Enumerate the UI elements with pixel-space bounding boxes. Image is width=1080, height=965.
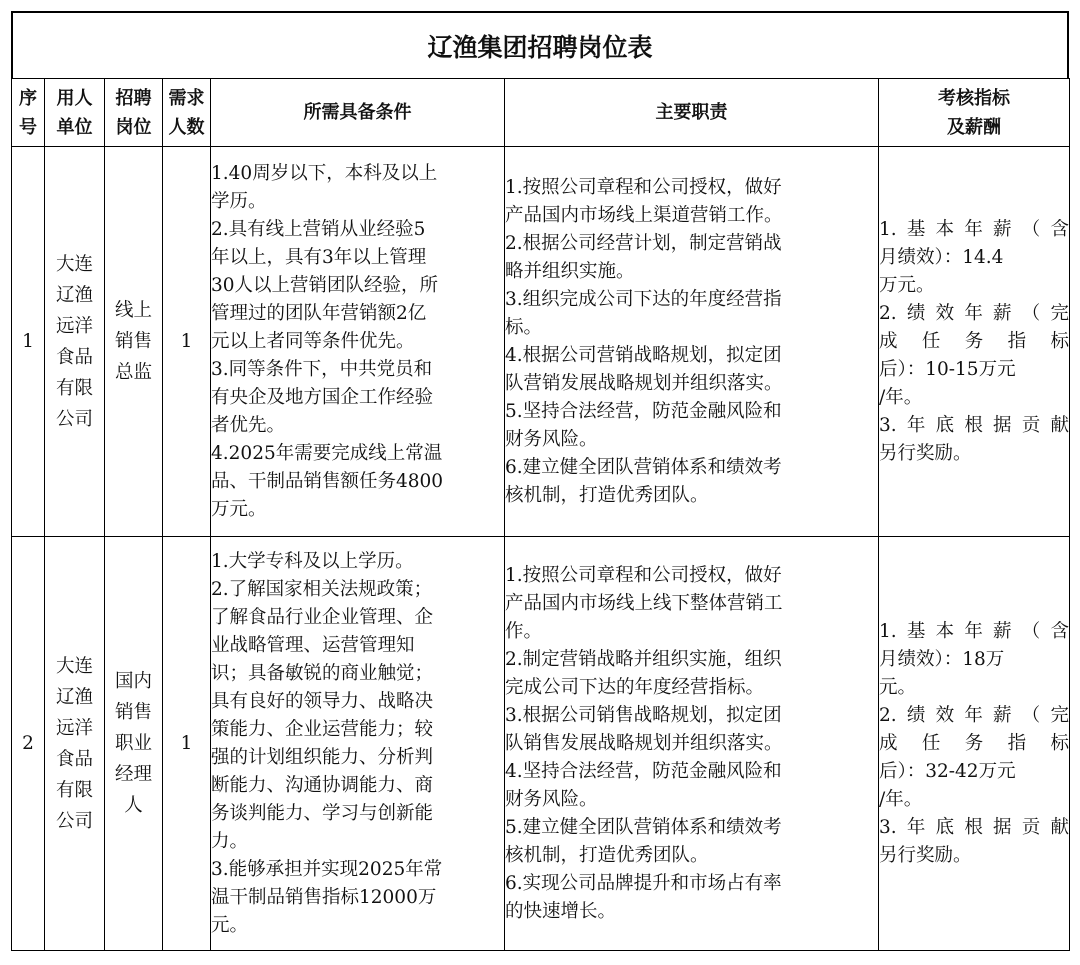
requirements-line: 年以上，具有3年以上管理 [211, 246, 427, 268]
duties-line: 1.按照公司章程和公司授权，做好 [505, 176, 782, 198]
recruitment-sheet [11, 11, 1069, 953]
duties-line: 队销售发展战略规划并组织落实。 [505, 732, 783, 754]
position-line: 销售 [114, 331, 152, 352]
duties-line: 的快速增长。 [505, 900, 617, 922]
unit-line: 公司 [55, 408, 93, 430]
duties-line: 产品国内市场线上线下整体营销工 [505, 592, 783, 614]
duties-line: 1.按照公司章程和公司授权，做好 [505, 564, 782, 586]
duties-line: 6.建立健全团队营销体系和绩效考 [505, 456, 782, 478]
header-requirements: 所需具备条件 [211, 79, 505, 147]
position-line: 销售 [114, 702, 152, 723]
unit-line: 辽渔 [55, 284, 93, 306]
compensation-line: 2.绩效年薪（完 [879, 704, 1069, 726]
row-seq: 1 [12, 147, 45, 537]
document-title: 辽渔集团招聘岗位表 [11, 11, 1069, 78]
requirements-line: 务谈判能力、学习与创新能 [211, 802, 434, 824]
compensation-line: 1.基本年薪（含 [879, 620, 1069, 642]
duties-line: 产品国内市场线上渠道营销工作。 [505, 204, 783, 226]
compensation-line: 后）：32-42万元 [879, 760, 1016, 782]
duties-line: 2.根据公司经营计划，制定营销战 [505, 232, 782, 254]
duties-line: 标。 [505, 316, 543, 338]
requirements-line: 元。 [211, 914, 249, 936]
header-duties: 主要职责 [505, 79, 879, 147]
position-line: 人 [124, 795, 143, 816]
requirements-line: 具有良好的领导力、战略决 [211, 690, 434, 712]
compensation-line: 3.年底根据贡献 [879, 816, 1069, 838]
position-line: 职业 [114, 733, 152, 754]
compensation-line: 另行奖励。 [879, 844, 972, 866]
row-position [105, 537, 163, 951]
duties-line: 队营销发展战略规划并组织落实。 [505, 372, 783, 394]
header-position: 招聘 岗位 [105, 79, 163, 147]
position-line: 线上 [114, 300, 152, 321]
compensation-line: 1.基本年薪（含 [879, 218, 1069, 240]
header-count: 需求 人数 [163, 79, 211, 147]
duties-line: 核机制，打造优秀团队。 [505, 844, 709, 866]
requirements-line: 管理过的团队年营销额2亿 [211, 302, 427, 324]
unit-line: 公司 [55, 810, 93, 832]
row-requirements [211, 147, 505, 537]
requirements-line: 元以上者同等条件优先。 [211, 330, 415, 352]
row-compensation [879, 537, 1070, 951]
duties-line: 财务风险。 [505, 788, 598, 810]
row-seq: 2 [12, 537, 45, 951]
header-row [12, 79, 1070, 147]
table-row [12, 537, 1070, 951]
compensation-line: /年。 [879, 788, 923, 810]
compensation-line: 2.绩效年薪（完 [879, 302, 1069, 324]
duties-line: 4.坚持合法经营，防范金融风险和 [505, 760, 782, 782]
requirements-line: 品、干制品销售额任务4800 [211, 470, 444, 492]
duties-line: 5.建立健全团队营销体系和绩效考 [505, 816, 782, 838]
compensation-line: 后）：10-15万元 [879, 358, 1016, 380]
requirements-line: 温干制品销售指标12000万 [211, 886, 437, 908]
header-compensation: 考核指标 及薪酬 [879, 79, 1070, 147]
row-count: 1 [163, 147, 211, 537]
requirements-line: 万元。 [211, 498, 267, 520]
duties-line: 财务风险。 [505, 428, 598, 450]
requirements-line: 强的计划组织能力、分析判 [211, 746, 434, 768]
compensation-line: 成任务指标 [879, 732, 1069, 754]
header-unit: 用人 单位 [45, 79, 105, 147]
unit-line: 大连 [55, 655, 93, 677]
requirements-line: 业战略管理、运营管理知 [211, 634, 415, 656]
requirements-line: 3.能够承担并实现2025年常 [211, 858, 443, 880]
requirements-line: 力。 [211, 830, 249, 852]
duties-line: 2.制定营销战略并组织实施，组织 [505, 648, 782, 670]
position-line: 总监 [114, 362, 152, 383]
compensation-line: 成任务指标 [879, 330, 1069, 352]
requirements-line: 识；具备敏锐的商业触觉； [211, 662, 434, 684]
duties-line: 作。 [505, 620, 543, 642]
duties-line: 3.组织完成公司下达的年度经营指 [505, 288, 782, 310]
compensation-line: 月绩效）：14.4 [879, 246, 1004, 268]
unit-line: 有限 [55, 779, 93, 801]
duties-line: 核机制，打造优秀团队。 [505, 484, 709, 506]
unit-line: 远洋 [55, 315, 93, 337]
row-unit [45, 537, 105, 951]
unit-line: 食品 [55, 346, 93, 368]
requirements-line: 2.具有线上营销从业经验5 [211, 218, 426, 240]
requirements-line: 有央企及地方国企工作经验 [211, 386, 434, 408]
duties-line: 4.根据公司营销战略规划，拟定团 [505, 344, 782, 366]
row-compensation [879, 147, 1070, 537]
duties-line: 3.根据公司销售战略规划，拟定团 [505, 704, 782, 726]
unit-line: 大连 [55, 253, 93, 275]
requirements-line: 断能力、沟通协调能力、商 [211, 774, 434, 796]
requirements-line: 1.大学专科及以上学历。 [211, 550, 414, 572]
requirements-line: 了解食品行业企业管理、企 [211, 606, 434, 628]
compensation-line: 月绩效）：18万 [879, 648, 1005, 670]
row-requirements [211, 537, 505, 951]
position-line: 经理 [114, 764, 152, 785]
row-duties [505, 147, 879, 537]
unit-line: 远洋 [55, 717, 93, 739]
duties-line: 6.实现公司品牌提升和市场占有率 [505, 872, 782, 894]
table-row [12, 147, 1070, 537]
unit-line: 有限 [55, 377, 93, 399]
position-line: 国内 [114, 671, 152, 692]
compensation-line: 万元。 [879, 274, 935, 296]
requirements-line: 学历。 [211, 190, 267, 212]
row-count: 1 [163, 537, 211, 951]
compensation-line: 另行奖励。 [879, 442, 972, 464]
positions-table [11, 78, 1070, 951]
requirements-line: 4.2025年需要完成线上常温 [211, 442, 443, 464]
row-position [105, 147, 163, 537]
requirements-line: 3.同等条件下，中共党员和 [211, 358, 433, 380]
requirements-line: 策能力、企业运营能力；较 [211, 718, 434, 740]
unit-line: 辽渔 [55, 686, 93, 708]
row-duties [505, 537, 879, 951]
compensation-line: 元。 [879, 676, 917, 698]
requirements-line: 30人以上营销团队经验，所 [211, 274, 439, 296]
duties-line: 完成公司下达的年度经营指标。 [505, 676, 765, 698]
requirements-line: 者优先。 [211, 414, 286, 436]
row-unit [45, 147, 105, 537]
compensation-line: 3.年底根据贡献 [879, 414, 1069, 436]
duties-line: 5.坚持合法经营，防范金融风险和 [505, 400, 782, 422]
compensation-line: /年。 [879, 386, 923, 408]
duties-line: 略并组织实施。 [505, 260, 635, 282]
unit-line: 食品 [55, 748, 93, 770]
requirements-line: 2.了解国家相关法规政策； [211, 578, 433, 600]
requirements-line: 1.40周岁以下，本科及以上 [211, 162, 438, 184]
header-seq: 序 号 [12, 79, 45, 147]
